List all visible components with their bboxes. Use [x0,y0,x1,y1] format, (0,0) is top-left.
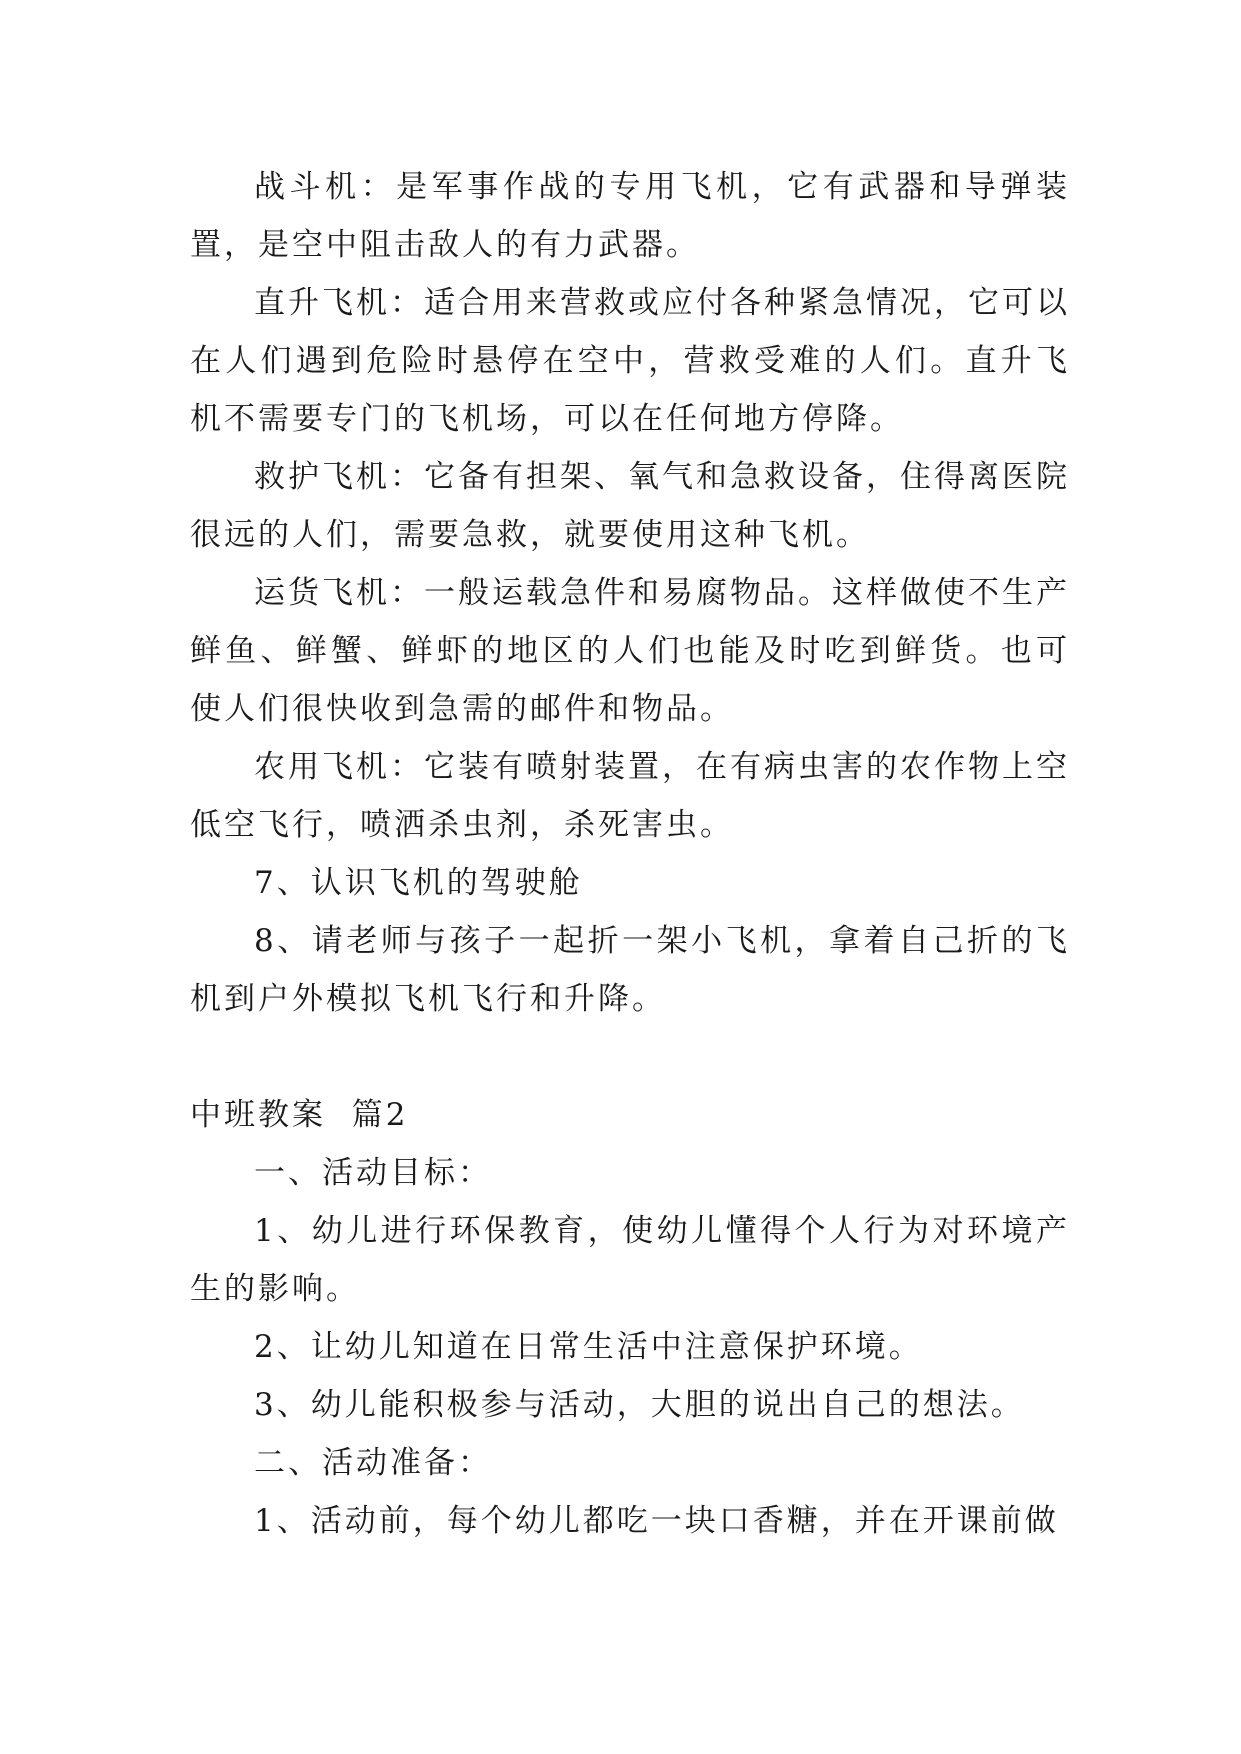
paragraph-goal-3: 3、幼儿能积极参与活动，大胆的说出自己的想法。 [254,1387,1025,1423]
document-body [190,158,1070,1550]
paragraph-ambulance-plane: 救护飞机：它备有担架、氧气和急救设备，住得离医院很远的人们，需要急救，就要使用这种飞机。 [190,459,1070,553]
paragraph-goal-1: 1、幼儿进行环保教育，使幼儿懂得个人行为对环境产生的影响。 [190,1213,1070,1307]
paragraph-step-7: 7、认识飞机的驾驶舱 [254,865,583,901]
paragraph-fighter-jet: 战斗机：是军事作战的专用飞机，它有武器和导弹装置，是空中阻击敌人的有力武器。 [190,169,1070,263]
paragraph-preparation-heading: 二、活动准备： [254,1445,492,1481]
paragraph-goal-2: 2、让幼儿知道在日常生活中注意保护环境。 [254,1329,923,1365]
paragraph-agricultural-plane: 农用飞机：它装有喷射装置，在有病虫害的农作物上空低空飞行，喷洒杀虫剂，杀死害虫。 [190,749,1070,843]
section-heading: 中班教案 篇2 [190,1097,409,1133]
paragraph-helicopter: 直升飞机：适合用来营救或应付各种紧急情况，它可以在人们遇到危险时悬停在空中，营救受难的人们。直升飞机不需要专门的飞机场，可以在任何地方停降。 [190,285,1070,437]
paragraph-step-8: 8、请老师与孩子一起折一架小飞机，拿着自己折的飞机到户外模拟飞机飞行和升降。 [190,923,1070,1017]
paragraph-goals-heading: 一、活动目标： [254,1155,492,1191]
paragraph-cargo-plane: 运货飞机：一般运载急件和易腐物品。这样做使不生产鲜鱼、鲜蟹、鲜虾的地区的人们也能及时吃到鲜货。也可使人们很快收到急需的邮件和物品。 [190,575,1070,727]
paragraph-preparation-1: 1、活动前，每个幼儿都吃一块口香糖，并在开课前做 [254,1503,1059,1539]
